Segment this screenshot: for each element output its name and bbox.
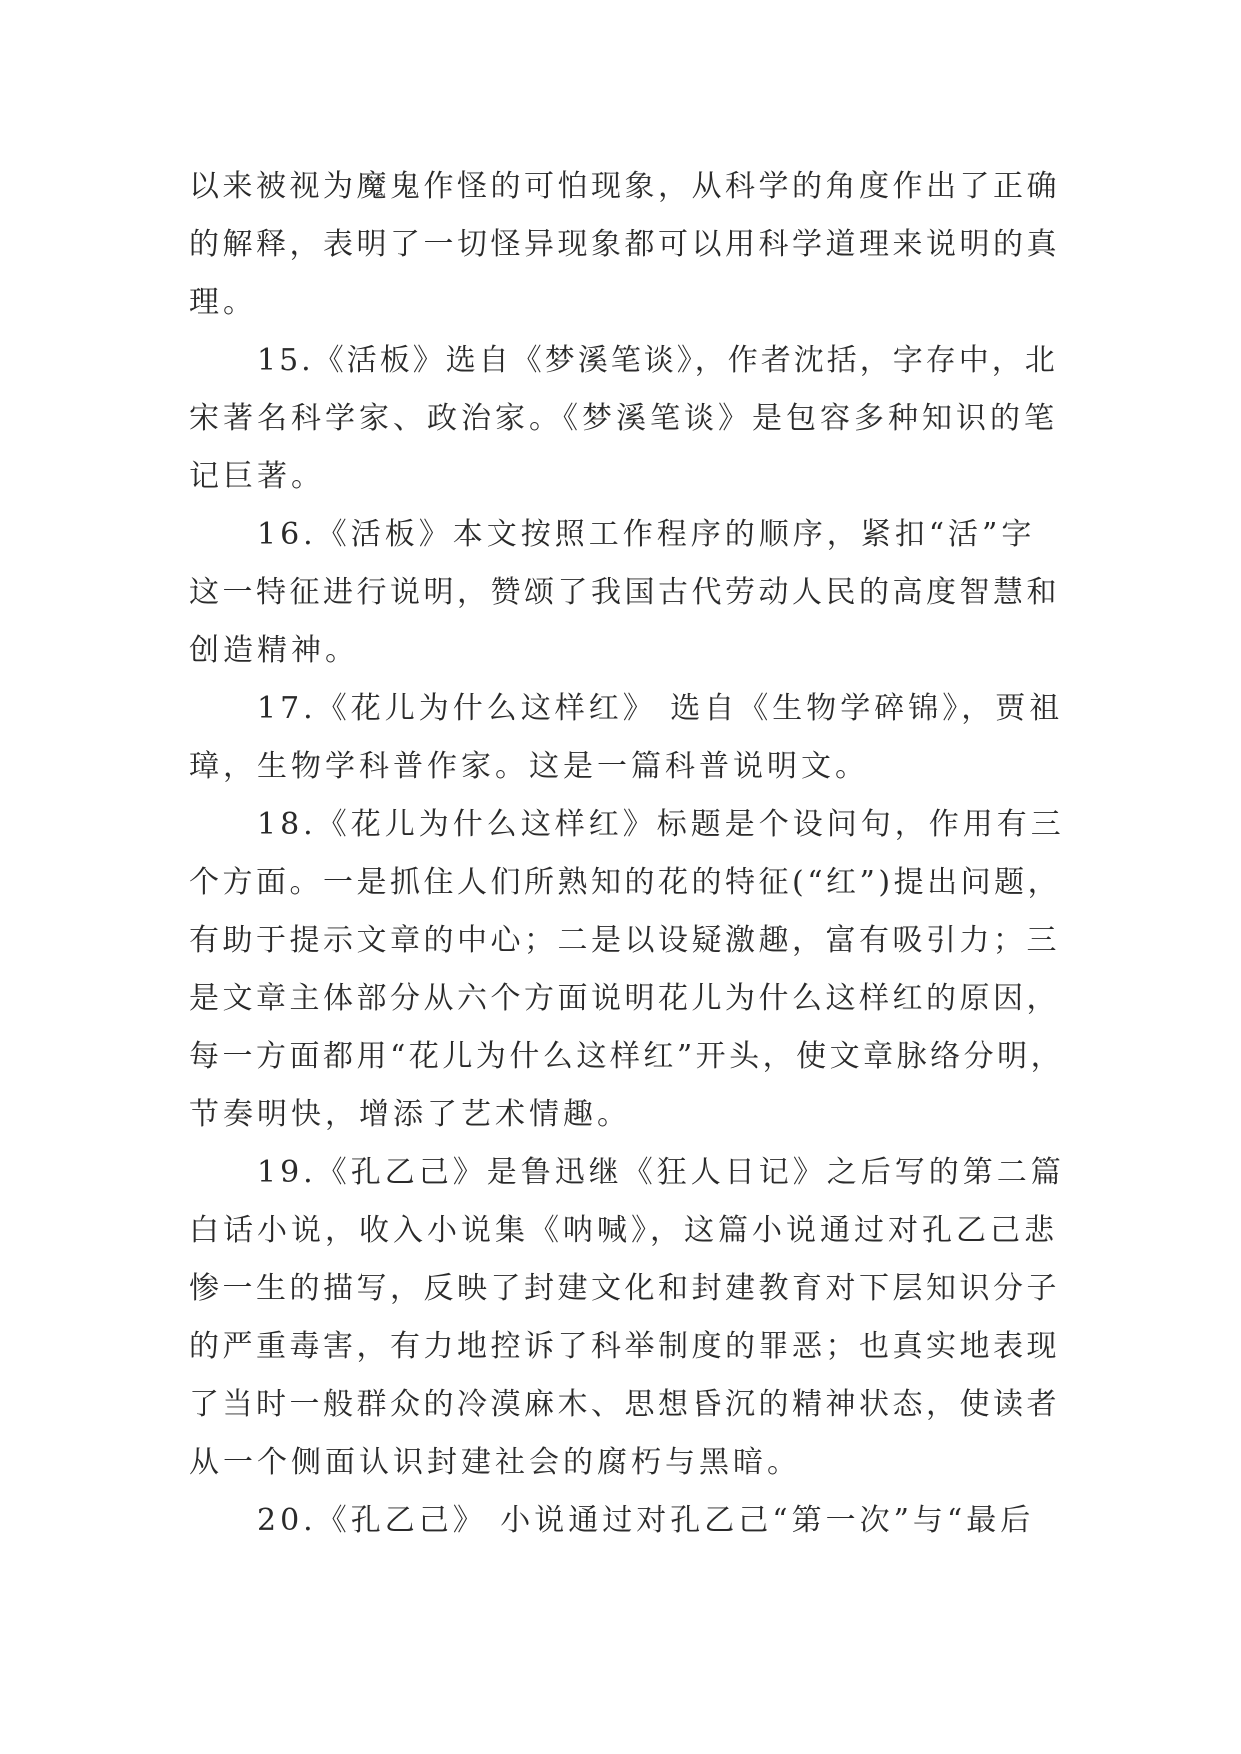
text-line-item-18: 18.《花儿为什么这样红》标题是个设问句，作用有三 [257, 807, 1065, 842]
text-line-item-16: 16.《活板》本文按照工作程序的顺序，紧扣“活”字 [257, 517, 1036, 552]
text-line: 璋，生物学科普作家。这是一篇科普说明文。 [189, 749, 869, 784]
body-text [189, 158, 1069, 1550]
text-line: 了当时一般群众的冷漠麻木、思想昏沉的精神状态，使读者 [189, 1387, 1060, 1422]
text-line-item-19: 19.《孔乙己》是鲁迅继《狂人日记》之后写的第二篇 [257, 1155, 1065, 1190]
text-line: 这一特征进行说明，赞颂了我国古代劳动人民的高度智慧和 [189, 575, 1060, 610]
text-line: 以来被视为魔鬼作怪的可怕现象，从科学的角度作出了正确 [189, 169, 1060, 204]
text-line: 个方面。一是抓住人们所熟知的花的特征(“红”)提出问题， [189, 865, 1062, 900]
text-line-item-15: 15.《活板》选自《梦溪笔谈》，作者沈括，字存中，北 [257, 343, 1058, 378]
text-line-item-17: 17.《花儿为什么这样红》 选自《生物学碎锦》，贾祖 [257, 691, 1064, 726]
text-line: 创造精神。 [189, 633, 359, 668]
text-line: 惨一生的描写，反映了封建文化和封建教育对下层知识分子 [189, 1271, 1060, 1306]
text-line: 是文章主体部分从六个方面说明花儿为什么这样红的原因， [189, 981, 1060, 1016]
text-line: 的解释，表明了一切怪异现象都可以用科学道理来说明的真 [189, 227, 1060, 262]
text-line: 从一个侧面认识封建社会的腐朽与黑暗。 [189, 1445, 801, 1480]
text-line: 有助于提示文章的中心；二是以设疑激趣，富有吸引力；三 [189, 923, 1060, 958]
text-line: 节奏明快，增添了艺术情趣。 [189, 1097, 631, 1132]
text-line: 理。 [189, 285, 257, 320]
text-line-item-20: 20.《孔乙己》 小说通过对孔乙己“第一次”与“最后 [257, 1503, 1035, 1538]
text-line: 的严重毒害，有力地控诉了科举制度的罪恶；也真实地表现 [189, 1329, 1060, 1364]
text-line: 白话小说，收入小说集《呐喊》，这篇小说通过对孔乙己悲 [189, 1213, 1058, 1248]
text-line: 每一方面都用“花儿为什么这样红”开头，使文章脉络分明， [189, 1039, 1065, 1074]
text-line: 记巨著。 [189, 459, 325, 494]
text-line: 宋著名科学家、政治家。《梦溪笔谈》是包容多种知识的笔 [189, 401, 1058, 436]
